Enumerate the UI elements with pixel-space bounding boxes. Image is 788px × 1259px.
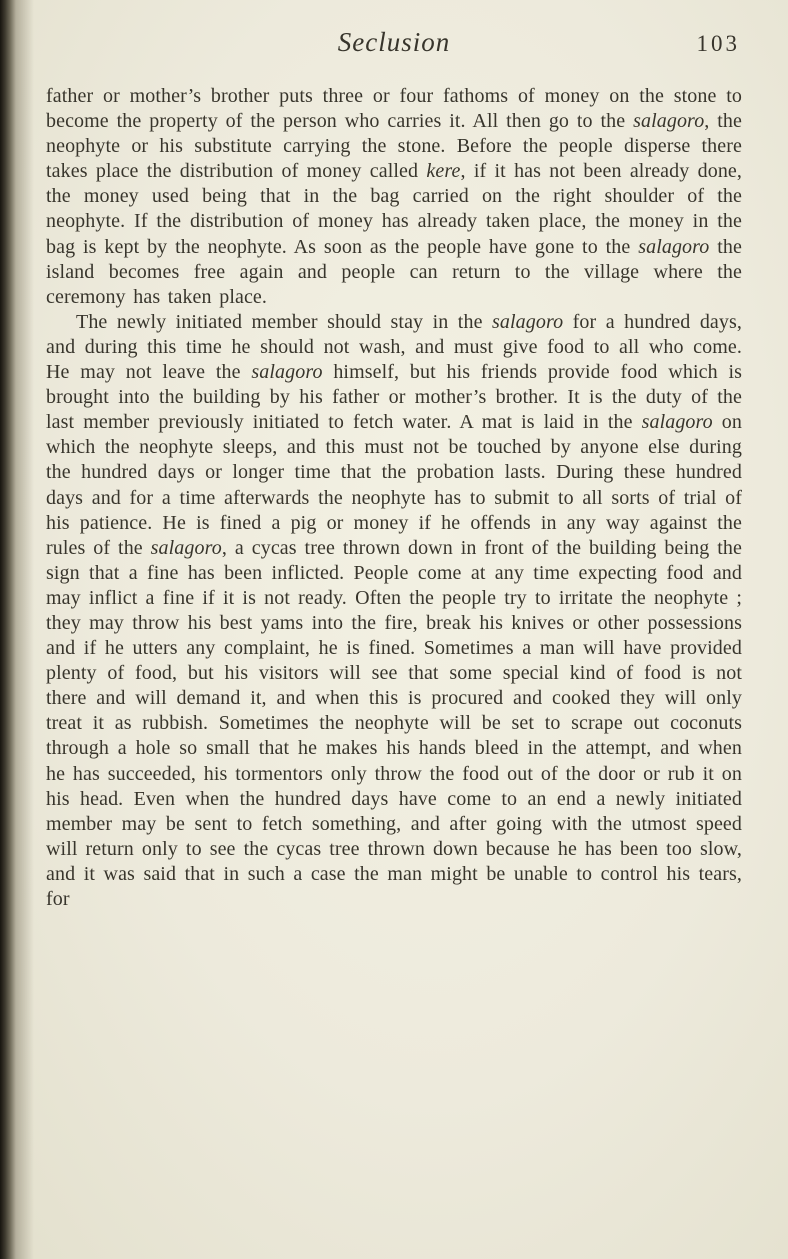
text-run: The newly initiated member should stay in the [76,310,492,333]
text-run: for a hundred days, and during this time he should not wash, and must give food to all who come. He may not leave the [46,310,742,384]
page-header [46,27,742,63]
running-title: Seclusion [337,27,451,57]
text-run: father or mother’s brother puts three or four fathoms of money on the stone to become the property of the person who carries it. All then go to the [46,85,742,133]
text-run: salagoro [633,110,705,133]
binding-edge-shadow [0,0,36,1259]
text-run: salagoro [638,235,710,258]
text-run: on which the neophyte sleeps, and this must not be touched by anyone else during the hundred days or longer time that the probation lasts. During these hundred days and for a time afterwards the neophyte has to submit to all sorts of trial of his patience. He is fined a pig or money if he offends in any way against the rules of the [46,411,742,559]
text-run: salagoro [150,536,222,559]
text-run: , if it has not been already done, the money used being that in the bag carried on the right shoulder of the neophyte. If the distribution of money has already taken place, the money in the bag is kept by the neophyte. As soon as the people have gone to the [46,160,742,258]
text-run: the island becomes free again and people can return to the village where the ceremony has taken place. [46,235,742,308]
text-run: salagoro [492,310,564,333]
text-run: salagoro [641,411,713,434]
paragraph [46,310,742,912]
page-number: 103 [696,31,740,56]
text-run: , the neophyte or his substitute carrying the stone. Before the people disperse there takes place the distribution of money called [46,110,742,183]
text-run: kere [426,160,461,183]
body-text [46,84,742,912]
text-run: salagoro [251,361,323,384]
paragraph [46,84,742,310]
text-run: himself, but his friends provide food which is brought into the building by his father or mother’s brother. It is the duty of the last member previously initiated to fetch water. A mat is laid in the [46,361,742,434]
text-run: , a cycas tree thrown down in front of the building being the sign that a fine has been inflicted. People come at any time expecting food and may inflict a fine if it is not ready. Often the people try to irritate the neophyte ; they may throw his best yams into the fire, break his knives or other possessions and if he utters any complaint, he is fined. Sometimes a man will have provided plenty of food, but his visitors will see that some special kind of food is not there and will demand it, and when this is procured and cooked they will only treat it as rubbish. Sometimes the neophyte will be set to scrape out coconuts through a hole so small that he makes his hands bleed in the attempt, and when he has succeeded, his tormentors only throw the food out of the door or rub it on his head. Even when the hundred days have come to an end a newly initiated member may be sent to fetch something, and after going with the utmost speed will return only to see the cycas tree thrown down because he has been too slow, and it was said that in such a case the man might be unable to control his tears, for [46,536,742,910]
